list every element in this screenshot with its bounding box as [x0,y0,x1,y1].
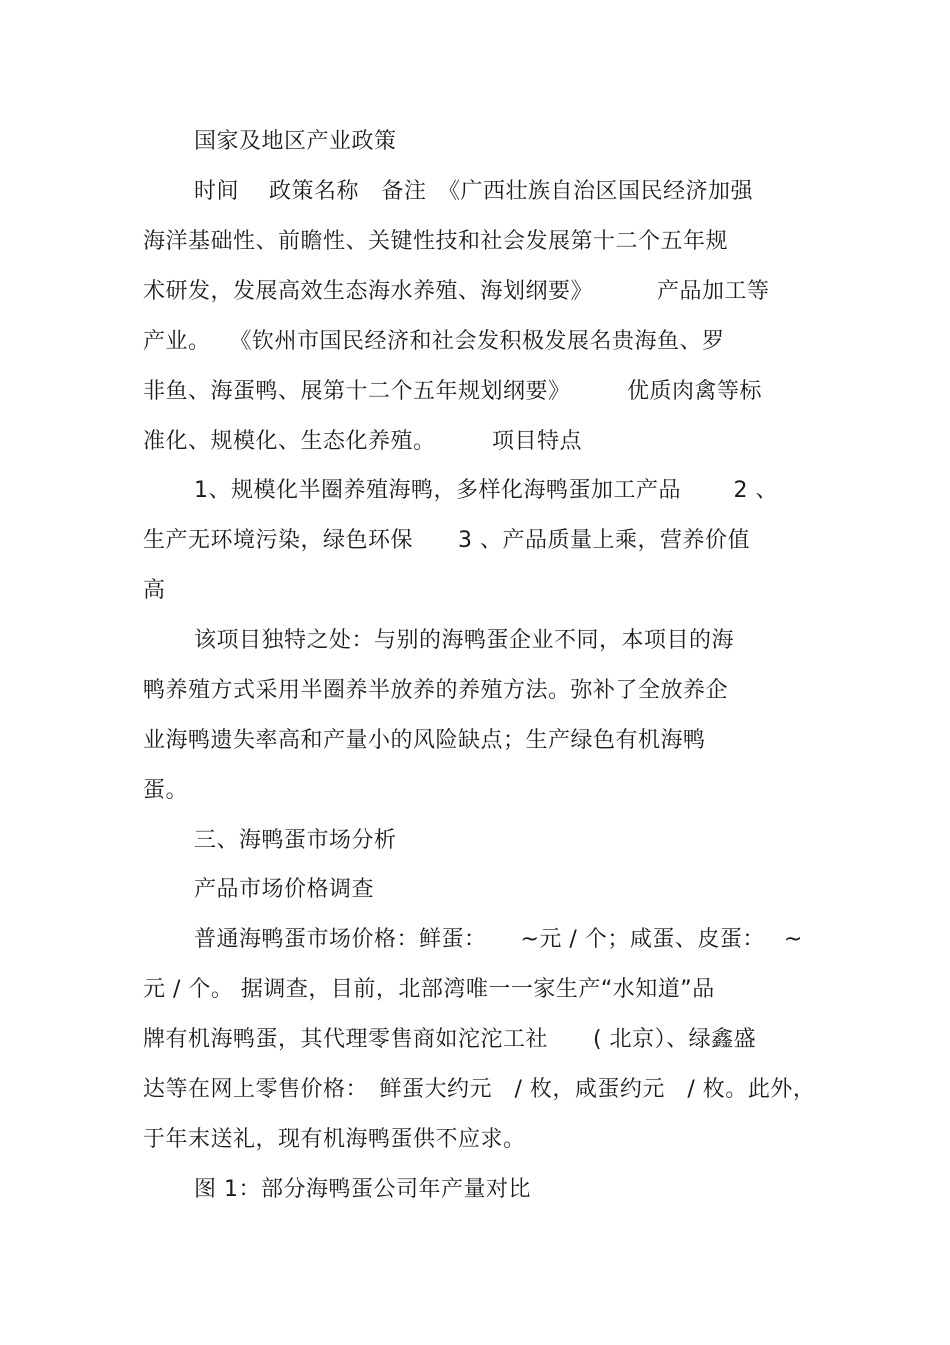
paragraph-line: 海洋基础性、前瞻性、关键性技和社会发展第十二个五年规 [143,229,729,254]
paragraph-line: 时间 政策名称 备注 《广西壮族自治区国民经济加强 [194,179,753,204]
paragraph-line: 蛋。 [143,778,189,803]
paragraph-line: 该项目独特之处：与别的海鸭蛋企业不同，本项目的海 [194,628,735,653]
section-heading-market-analysis: 三、海鸭蛋市场分析 [194,828,397,853]
paragraph-line: 产业。 《钦州市国民经济和社会发积极发展名贵海鱼、罗 [143,329,725,354]
paragraph-line: 鸭养殖方式采用半圈养半放养的养殖方法。弥补了全放养企 [143,678,729,703]
subsection-heading-price-survey: 产品市场价格调查 [194,877,375,902]
paragraph-line: 术研发，发展高效生态海水养殖、海划纲要》 产品加工等 [143,279,770,304]
figure-caption: 图 1：部分海鸭蛋公司年产量对比 [194,1177,531,1202]
paragraph-line: 业海鸭遗失率高和产量小的风险缺点；生产绿色有机海鸭 [143,728,706,753]
paragraph-line: 普通海鸭蛋市场价格：鲜蛋： ~元 / 个；咸蛋、皮蛋： ~ [194,927,803,952]
paragraph-line: 高 [143,578,166,603]
section-heading-industry-policy: 国家及地区产业政策 [194,129,397,154]
paragraph-line: 1、规模化半圈养殖海鸭，多样化海鸭蛋加工产品 2 、 [194,478,778,503]
paragraph-line: 达等在网上零售价格： 鲜蛋大约元 / 枚，咸蛋约元 / 枚。此外， [143,1077,816,1102]
paragraph-line: 牌有机海鸭蛋，其代理零售商如沱沱工社 ( 北京）、绿鑫盛 [143,1027,757,1052]
paragraph-line: 非鱼、海蛋鸭、展第十二个五年规划纲要》 优质肉禽等标 [143,379,763,404]
paragraph-line: 于年末送礼，现有机海鸭蛋供不应求。 [143,1127,526,1152]
paragraph-line: 准化、规模化、生态化养殖。 项目特点 [143,429,583,454]
paragraph-line: 元 / 个。 据调查，目前，北部湾唯一一家生产“水知道”品 [143,977,715,1002]
paragraph-line: 生产无环境污染，绿色环保 3 、产品质量上乘，营养价值 [143,528,750,553]
